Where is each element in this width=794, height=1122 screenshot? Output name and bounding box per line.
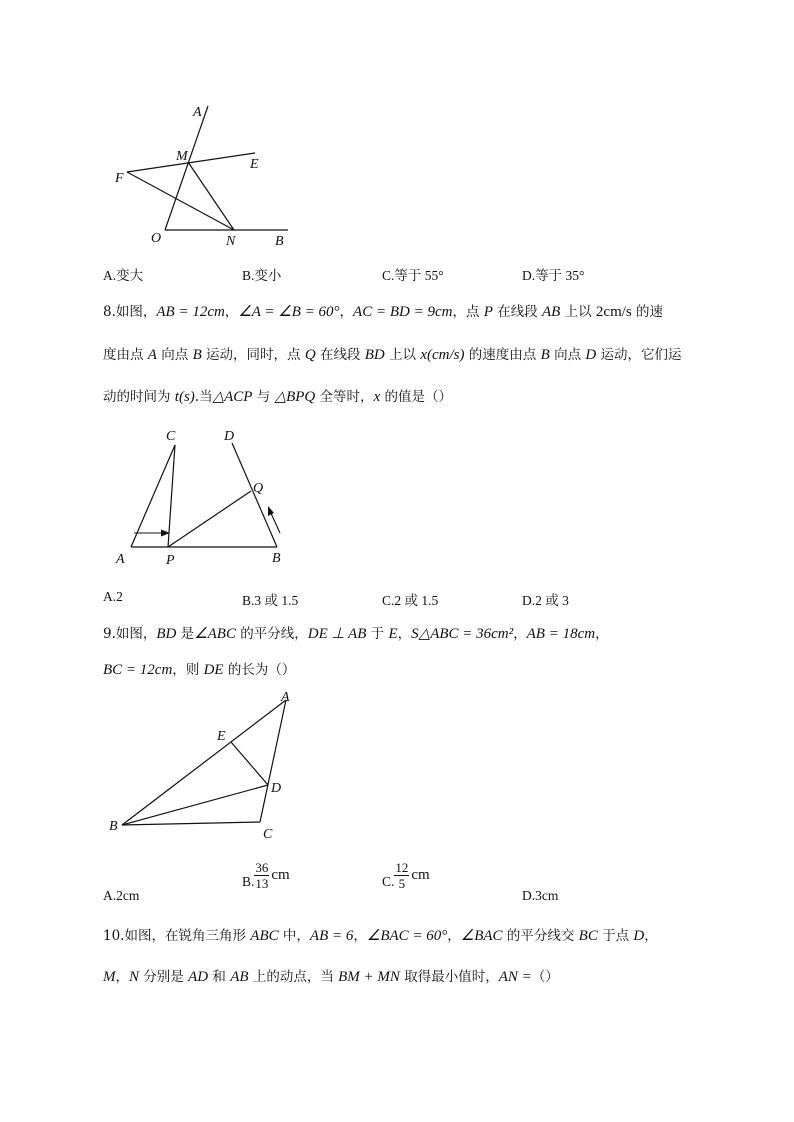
q9-math: AB = 18cm <box>526 626 596 642</box>
q10-math: ABC <box>250 928 279 944</box>
q10-math: ∠BAC = 60° <box>366 928 448 944</box>
q8-math: D <box>585 347 597 363</box>
q8-arrow-q-head <box>268 506 274 516</box>
q10-text: ， <box>353 928 367 944</box>
q10-text: 如图，在锐角三角形 <box>124 928 251 944</box>
q8-number: 8. <box>103 304 116 320</box>
q10-line-2 <box>103 967 559 987</box>
q8-math: Q <box>304 347 316 363</box>
q8-label-b: B <box>272 551 281 566</box>
q10-text: 中， <box>278 928 310 944</box>
q7-line-fn <box>127 172 234 230</box>
q10-number: 10. <box>103 928 125 944</box>
q9-text: 是 <box>176 626 195 642</box>
q8-line-pq <box>168 491 251 547</box>
q8-text: ，点 <box>452 304 484 320</box>
q9-option-c-prefix: C. <box>382 874 395 889</box>
q10-math: AD <box>188 969 209 985</box>
q8-text: 度由点 <box>103 347 148 363</box>
q7-label-o: O <box>151 231 162 246</box>
q8-line-2 <box>103 345 682 365</box>
q9-text: ， <box>595 626 609 642</box>
q8-option-a[interactable]: A.2 <box>103 589 123 604</box>
q9-option-b-prefix: B. <box>242 874 255 889</box>
q9-math: ∠ABC <box>194 626 236 642</box>
q9-option-c-denominator: 5 <box>398 876 406 891</box>
q8-math: 2cm/s <box>595 304 632 320</box>
q8-option-b[interactable]: B.3 或 1.5 <box>242 593 299 608</box>
q8-math: A <box>147 347 157 363</box>
q8-text: 向点 <box>156 347 193 363</box>
q9-line-ba <box>122 700 286 825</box>
q8-figure-svg <box>108 425 298 570</box>
q10-math: AN = <box>498 969 532 985</box>
q7-label-a: A <box>193 105 202 120</box>
q9-text: 的平分线， <box>235 626 308 642</box>
q9-option-c-unit: cm <box>411 867 430 883</box>
q8-math: t(s) <box>174 389 195 405</box>
q7-option-a[interactable]: A.变大 <box>103 268 144 283</box>
q10-math: M <box>103 969 116 985</box>
q8-math: P <box>483 304 493 320</box>
q9-label-e: E <box>217 729 226 744</box>
q9-option-b[interactable] <box>242 860 290 891</box>
q8-math: △BPQ <box>274 389 316 405</box>
q9-label-b: B <box>109 819 118 834</box>
q10-text: 分别是 <box>139 969 189 985</box>
q9-line-bc <box>122 822 260 825</box>
q9-math: S△ABC = 36cm² <box>411 626 514 642</box>
q8-option-c[interactable]: C.2 或 1.5 <box>382 593 439 608</box>
q7-line-mn <box>188 162 234 230</box>
q9-math: DE ⊥ AB <box>307 626 367 642</box>
q9-number: 9. <box>103 626 116 642</box>
q9-text: ， <box>397 626 412 642</box>
q8-line-3 <box>103 387 452 407</box>
q10-text: 取得最小值时， <box>399 969 499 985</box>
q7-figure <box>108 100 308 250</box>
q7-figure-svg <box>108 100 308 250</box>
q9-figure <box>105 688 305 843</box>
q10-math: AB = 6 <box>309 928 354 944</box>
q10-math: AB <box>230 969 249 985</box>
q8-text: 的速度由点 <box>464 347 541 363</box>
q8-math: AC = BD = 9cm <box>353 304 453 320</box>
q7-label-m: M <box>176 149 188 164</box>
q9-line-de <box>231 742 268 785</box>
q8-option-d[interactable]: D.2 或 3 <box>522 593 569 608</box>
q8-text: 如图， <box>115 304 157 320</box>
q9-label-c: C <box>263 827 273 842</box>
q8-figure <box>108 425 298 570</box>
q8-label-c: C <box>166 429 176 444</box>
q8-math: AB <box>542 304 561 320</box>
q9-math: DE <box>203 662 224 678</box>
q9-line-2 <box>103 660 295 680</box>
q8-text: 与 <box>252 389 275 405</box>
q9-option-b-denominator: 13 <box>255 876 269 891</box>
q9-option-a[interactable]: A.2cm <box>103 888 140 903</box>
q8-math: x <box>373 389 381 405</box>
q8-line-ac <box>131 445 175 547</box>
q9-text: 如图， <box>115 626 157 642</box>
q10-text: 于点 <box>597 928 634 944</box>
q8-text: .当 <box>194 389 213 405</box>
q8-math: △ACP <box>212 389 253 405</box>
q8-arrow-q <box>270 511 280 533</box>
q8-text: 在线段 <box>315 347 365 363</box>
q7-label-f: F <box>115 171 124 186</box>
q8-text: 全等时， <box>315 389 374 405</box>
q8-text: 动的时间为 <box>103 389 175 405</box>
q10-math: BM + MN <box>338 969 400 985</box>
q10-line-1 <box>103 926 658 946</box>
q9-text: 的长为（） <box>223 662 296 678</box>
q10-text: ， <box>447 928 461 944</box>
q9-line-bd <box>122 785 268 825</box>
q10-text: ， <box>115 969 129 985</box>
q8-text: 上以 <box>560 304 596 320</box>
q9-math: BC = 12cm <box>103 662 173 678</box>
q8-text: 的值是（） <box>380 389 453 405</box>
q9-label-d: D <box>271 781 282 796</box>
q10-text: 上的动点，当 <box>248 969 339 985</box>
q8-math: AB = 12cm <box>156 304 225 320</box>
q8-text: 运动，它们运 <box>596 347 682 363</box>
q10-math: N <box>129 969 140 985</box>
q9-line-ac <box>260 700 286 822</box>
q8-math: ∠A = ∠B = 60° <box>238 304 340 320</box>
q9-option-c-fraction <box>394 860 409 891</box>
q9-option-c-numerator: 12 <box>395 860 409 875</box>
q7-option-b[interactable]: B.变小 <box>242 268 282 283</box>
q10-text: ， <box>644 928 658 944</box>
q9-line-1 <box>103 624 609 644</box>
q8-math: B <box>192 347 202 363</box>
q10-text: （） <box>531 969 559 985</box>
q8-math: BD <box>364 347 385 363</box>
q10-text: 的平分线交 <box>502 928 579 944</box>
q9-math: E <box>388 626 398 642</box>
q8-text: 上以 <box>384 347 421 363</box>
q9-math: BD <box>156 626 177 642</box>
q10-math: D <box>633 928 645 944</box>
q7-label-n: N <box>226 234 236 249</box>
q8-label-p: P <box>166 553 175 568</box>
q8-text: ， <box>339 304 354 320</box>
q9-text: ，则 <box>172 662 204 678</box>
q7-option-c[interactable]: C.等于 55° <box>382 268 444 283</box>
q8-label-d: D <box>224 429 235 444</box>
q8-line-1 <box>103 302 663 322</box>
q10-math: BC <box>578 928 598 944</box>
q7-label-e: E <box>250 157 259 172</box>
q8-text: ， <box>224 304 239 320</box>
q8-math: B <box>540 347 550 363</box>
q9-option-b-fraction <box>254 860 269 891</box>
q9-option-b-unit: cm <box>271 867 290 883</box>
q9-figure-svg <box>105 688 305 843</box>
q8-label-q: Q <box>253 481 264 496</box>
q7-option-d[interactable]: D.等于 35° <box>522 268 585 283</box>
q9-option-c[interactable] <box>382 860 430 891</box>
q7-label-b: B <box>275 234 284 249</box>
q9-text: 于 <box>366 626 389 642</box>
q10-text: 和 <box>208 969 231 985</box>
q8-text: 的速 <box>631 304 664 320</box>
q9-option-d[interactable]: D.3cm <box>522 888 559 903</box>
q7-ray-oa <box>165 106 208 230</box>
q9-option-b-numerator: 36 <box>255 860 269 875</box>
q8-text: 在线段 <box>492 304 542 320</box>
q9-text: ， <box>513 626 527 642</box>
q8-math: x(cm/s) <box>420 347 465 363</box>
q10-math: ∠BAC <box>460 928 503 944</box>
q8-label-a: A <box>116 552 125 567</box>
q8-text: 运动，同时，点 <box>201 347 305 363</box>
q9-label-a: A <box>281 690 290 705</box>
q8-text: 向点 <box>549 347 586 363</box>
